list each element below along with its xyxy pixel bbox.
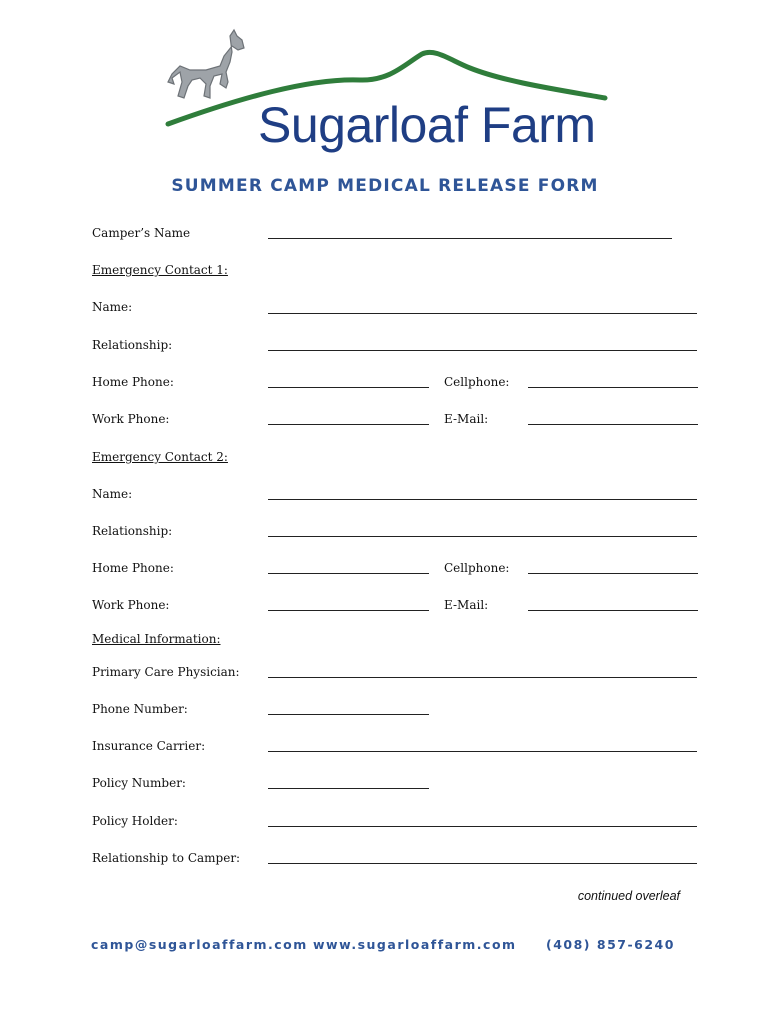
camper-name-field[interactable] bbox=[268, 238, 672, 239]
phone-number-label: Phone Number: bbox=[92, 702, 188, 716]
contact2-email-label: E-Mail: bbox=[444, 598, 489, 612]
footer-email-link[interactable]: camp@sugarloaffarm.com bbox=[91, 937, 308, 952]
contact2-cellphone-label: Cellphone: bbox=[444, 561, 510, 575]
relationship-to-camper-label: Relationship to Camper: bbox=[92, 851, 241, 865]
contact1-email-field[interactable] bbox=[528, 424, 698, 425]
contact1-home-phone-field[interactable] bbox=[268, 387, 429, 388]
contact2-home-phone-field[interactable] bbox=[268, 573, 429, 574]
contact2-relationship-label: Relationship: bbox=[92, 524, 173, 538]
contact1-email-label: E-Mail: bbox=[444, 412, 489, 426]
contact1-cellphone-label: Cellphone: bbox=[444, 375, 510, 389]
policy-holder-label: Policy Holder: bbox=[92, 814, 178, 828]
contact1-relationship-field[interactable] bbox=[268, 350, 697, 351]
brand-name: Sugarloaf Farm bbox=[258, 97, 596, 153]
form-title: SUMMER CAMP MEDICAL RELEASE FORM bbox=[171, 176, 599, 196]
physician-field[interactable] bbox=[268, 677, 697, 678]
relationship-to-camper-field[interactable] bbox=[268, 863, 697, 864]
contact2-name-field[interactable] bbox=[268, 499, 697, 500]
camper-name-label: Camper’s Name bbox=[92, 226, 191, 240]
policy-number-label: Policy Number: bbox=[92, 776, 186, 790]
phone-number-field[interactable] bbox=[268, 714, 429, 715]
footer-website-link[interactable]: www.sugarloaffarm.com bbox=[313, 937, 517, 952]
insurance-carrier-label: Insurance Carrier: bbox=[92, 739, 206, 753]
contact2-heading: Emergency Contact 2: bbox=[92, 450, 228, 464]
contact1-work-phone-label: Work Phone: bbox=[92, 412, 170, 426]
contact2-home-phone-label: Home Phone: bbox=[92, 561, 174, 575]
contact1-home-phone-label: Home Phone: bbox=[92, 375, 174, 389]
insurance-carrier-field[interactable] bbox=[268, 751, 697, 752]
continued-note: continued overleaf bbox=[577, 889, 680, 903]
medical-heading: Medical Information: bbox=[92, 632, 221, 646]
policy-holder-field[interactable] bbox=[268, 826, 697, 827]
contact1-heading: Emergency Contact 1: bbox=[92, 263, 228, 277]
contact2-email-field[interactable] bbox=[528, 610, 698, 611]
contact2-work-phone-label: Work Phone: bbox=[92, 598, 170, 612]
contact2-name-label: Name: bbox=[92, 487, 133, 501]
footer-phone: (408) 857-6240 bbox=[546, 937, 675, 952]
contact2-work-phone-field[interactable] bbox=[268, 610, 429, 611]
policy-number-field[interactable] bbox=[268, 788, 429, 789]
contact1-name-field[interactable] bbox=[268, 313, 697, 314]
contact1-work-phone-field[interactable] bbox=[268, 424, 429, 425]
contact2-relationship-field[interactable] bbox=[268, 536, 697, 537]
contact1-name-label: Name: bbox=[92, 300, 133, 314]
contact1-relationship-label: Relationship: bbox=[92, 338, 173, 352]
contact2-cellphone-field[interactable] bbox=[528, 573, 698, 574]
horse-icon bbox=[168, 30, 244, 98]
contact1-cellphone-field[interactable] bbox=[528, 387, 698, 388]
physician-label: Primary Care Physician: bbox=[92, 665, 240, 679]
